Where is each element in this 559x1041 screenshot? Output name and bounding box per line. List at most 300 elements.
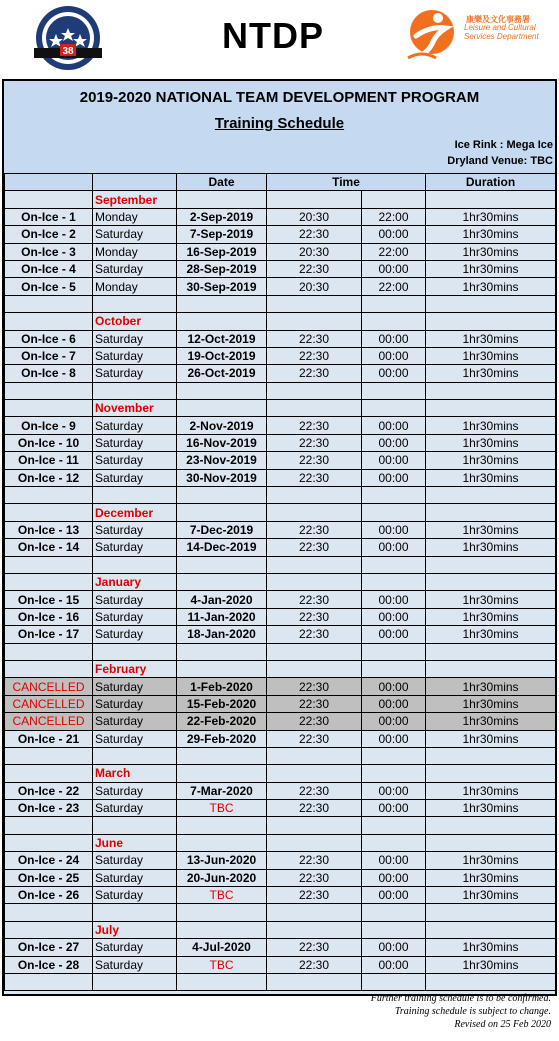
empty-cell: [177, 573, 267, 590]
session-date: 18-Jan-2020: [177, 626, 267, 643]
month-row: [5, 400, 556, 417]
empty-cell: [267, 904, 362, 921]
empty-cell: [177, 504, 267, 521]
session-row: [5, 956, 556, 973]
session-name: On-Ice - 13: [5, 521, 93, 538]
session-name: On-Ice - 22: [5, 782, 93, 799]
start-time: 22:30: [267, 417, 362, 434]
footnote-3: Revised on 25 Feb 2020: [454, 1019, 551, 1030]
page-title: NTDP: [222, 15, 324, 56]
month-row: [5, 573, 556, 590]
session-row: [5, 869, 556, 886]
blank-row: [5, 747, 556, 764]
session-duration: 1hr30mins: [426, 539, 556, 556]
session-duration: 1hr30mins: [426, 469, 556, 486]
empty-cell: [267, 400, 362, 417]
end-time: 00:00: [362, 887, 426, 904]
session-duration: 1hr30mins: [426, 695, 556, 712]
empty-cell: [267, 817, 362, 834]
session-duration: 1hr30mins: [426, 330, 556, 347]
empty-cell: [426, 504, 556, 521]
empty-cell: [177, 973, 267, 990]
month-row: [5, 313, 556, 330]
session-duration: 1hr30mins: [426, 226, 556, 243]
end-time: 00:00: [362, 330, 426, 347]
empty-cell: [177, 747, 267, 764]
end-time: 00:00: [362, 260, 426, 277]
empty-cell: [267, 765, 362, 782]
empty-cell: [5, 556, 93, 573]
session-row: [5, 730, 556, 747]
empty-cell: [267, 556, 362, 573]
lcsd-english-name: [464, 23, 539, 41]
cancelled-session-row: [5, 678, 556, 695]
empty-cell: [362, 834, 426, 851]
session-name: On-Ice - 8: [5, 365, 93, 382]
lcsd-emblem-icon: [402, 6, 462, 68]
start-time: 22:30: [267, 887, 362, 904]
empty-cell: [426, 400, 556, 417]
month-spacer: [5, 400, 93, 417]
session-day: Saturday: [93, 608, 177, 625]
session-day: Saturday: [93, 330, 177, 347]
session-date: TBC: [177, 800, 267, 817]
session-name: On-Ice - 15: [5, 591, 93, 608]
start-time: 22:30: [267, 347, 362, 364]
month-row: [5, 191, 556, 208]
empty-cell: [362, 400, 426, 417]
empty-cell: [426, 817, 556, 834]
session-date: 30-Nov-2019: [177, 469, 267, 486]
empty-cell: [177, 556, 267, 573]
cancelled-session-row: [5, 695, 556, 712]
session-duration: 1hr30mins: [426, 365, 556, 382]
session-day: Saturday: [93, 260, 177, 277]
footnote-2: Training schedule is subject to change.: [394, 1006, 551, 1017]
month-label: March: [93, 765, 177, 782]
lcsd-line-1: Leisure and Cultural: [464, 23, 536, 32]
start-time: 22:30: [267, 452, 362, 469]
session-name: On-Ice - 26: [5, 887, 93, 904]
session-day: Saturday: [93, 800, 177, 817]
session-row: [5, 365, 556, 382]
empty-cell: [362, 191, 426, 208]
session-duration: 1hr30mins: [426, 434, 556, 451]
empty-cell: [177, 400, 267, 417]
dryland-venue-label: Dryland Venue: TBC: [447, 155, 553, 167]
session-name: On-Ice - 16: [5, 608, 93, 625]
session-date: 1-Feb-2020: [177, 678, 267, 695]
empty-cell: [177, 921, 267, 938]
lcsd-chinese-name: 康樂及文化事務署: [466, 15, 530, 24]
empty-cell: [362, 295, 426, 312]
session-day: Saturday: [93, 469, 177, 486]
empty-cell: [426, 973, 556, 990]
end-time: 00:00: [362, 521, 426, 538]
month-spacer: [5, 660, 93, 677]
session-date: 11-Jan-2020: [177, 608, 267, 625]
empty-cell: [5, 643, 93, 660]
session-name: On-Ice - 28: [5, 956, 93, 973]
header-duration: Duration: [426, 174, 556, 191]
session-duration: 1hr30mins: [426, 626, 556, 643]
month-row: [5, 504, 556, 521]
end-time: 00:00: [362, 800, 426, 817]
empty-cell: [5, 904, 93, 921]
end-time: 00:00: [362, 713, 426, 730]
empty-cell: [93, 904, 177, 921]
start-time: 22:30: [267, 713, 362, 730]
empty-cell: [362, 660, 426, 677]
month-row: [5, 834, 556, 851]
start-time: 22:30: [267, 521, 362, 538]
session-duration: 1hr30mins: [426, 869, 556, 886]
end-time: 00:00: [362, 226, 426, 243]
empty-cell: [426, 487, 556, 504]
empty-cell: [93, 817, 177, 834]
start-time: 22:30: [267, 608, 362, 625]
start-time: 22:30: [267, 469, 362, 486]
session-duration: 1hr30mins: [426, 939, 556, 956]
session-day: Saturday: [93, 869, 177, 886]
session-date: 7-Sep-2019: [177, 226, 267, 243]
empty-cell: [362, 817, 426, 834]
end-time: 00:00: [362, 956, 426, 973]
empty-cell: [5, 747, 93, 764]
start-time: 22:30: [267, 939, 362, 956]
session-name: On-Ice - 6: [5, 330, 93, 347]
session-day: Saturday: [93, 956, 177, 973]
empty-cell: [426, 834, 556, 851]
month-row: [5, 765, 556, 782]
empty-cell: [426, 556, 556, 573]
empty-cell: [267, 573, 362, 590]
empty-cell: [362, 382, 426, 399]
session-date: 16-Nov-2019: [177, 434, 267, 451]
session-day: Saturday: [93, 695, 177, 712]
start-time: 22:30: [267, 782, 362, 799]
session-day: Saturday: [93, 434, 177, 451]
end-time: 00:00: [362, 539, 426, 556]
session-row: [5, 800, 556, 817]
end-time: 00:00: [362, 417, 426, 434]
month-label: July: [93, 921, 177, 938]
session-name: On-Ice - 3: [5, 243, 93, 260]
empty-cell: [362, 556, 426, 573]
session-duration: 1hr30mins: [426, 417, 556, 434]
end-time: 00:00: [362, 608, 426, 625]
end-time: 00:00: [362, 730, 426, 747]
session-name: On-Ice - 10: [5, 434, 93, 451]
session-date: 2-Nov-2019: [177, 417, 267, 434]
empty-cell: [362, 921, 426, 938]
schedule-banner: [4, 81, 555, 174]
session-date: TBC: [177, 887, 267, 904]
session-date: 20-Jun-2020: [177, 869, 267, 886]
session-name: On-Ice - 11: [5, 452, 93, 469]
session-duration: 1hr30mins: [426, 591, 556, 608]
session-row: [5, 347, 556, 364]
empty-cell: [93, 382, 177, 399]
session-row: [5, 208, 556, 225]
blank-row: [5, 973, 556, 990]
session-row: [5, 434, 556, 451]
month-label: June: [93, 834, 177, 851]
session-date: 7-Mar-2020: [177, 782, 267, 799]
page-header: [0, 0, 559, 78]
empty-cell: [177, 313, 267, 330]
blank-row: [5, 556, 556, 573]
session-duration: 1hr30mins: [426, 800, 556, 817]
empty-cell: [5, 295, 93, 312]
session-day: Saturday: [93, 678, 177, 695]
session-row: [5, 626, 556, 643]
session-name: On-Ice - 23: [5, 800, 93, 817]
program-title: 2019-2020 NATIONAL TEAM DEVELOPMENT PROGRAM: [79, 89, 480, 106]
empty-cell: [267, 921, 362, 938]
session-name: On-Ice - 27: [5, 939, 93, 956]
end-time: 22:00: [362, 243, 426, 260]
session-row: [5, 852, 556, 869]
empty-cell: [177, 834, 267, 851]
empty-cell: [93, 747, 177, 764]
session-day: Monday: [93, 208, 177, 225]
session-row: [5, 260, 556, 277]
start-time: 22:30: [267, 626, 362, 643]
end-time: 00:00: [362, 469, 426, 486]
session-name: CANCELLED: [5, 678, 93, 695]
empty-cell: [362, 487, 426, 504]
session-name: On-Ice - 9: [5, 417, 93, 434]
session-day: Monday: [93, 278, 177, 295]
empty-cell: [267, 382, 362, 399]
month-label: January: [93, 573, 177, 590]
empty-cell: [362, 973, 426, 990]
session-row: [5, 452, 556, 469]
empty-cell: [426, 313, 556, 330]
session-date: 23-Nov-2019: [177, 452, 267, 469]
empty-cell: [267, 295, 362, 312]
end-time: 00:00: [362, 365, 426, 382]
session-duration: 1hr30mins: [426, 452, 556, 469]
header-session: [5, 174, 93, 191]
session-duration: 1hr30mins: [426, 347, 556, 364]
start-time: 22:30: [267, 800, 362, 817]
empty-cell: [93, 295, 177, 312]
start-time: 22:30: [267, 260, 362, 277]
end-time: 00:00: [362, 591, 426, 608]
schedule-table: [4, 173, 556, 991]
month-spacer: [5, 765, 93, 782]
start-time: 20:30: [267, 278, 362, 295]
empty-cell: [426, 747, 556, 764]
blank-row: [5, 382, 556, 399]
empty-cell: [362, 504, 426, 521]
empty-cell: [177, 817, 267, 834]
session-day: Saturday: [93, 521, 177, 538]
session-row: [5, 887, 556, 904]
empty-cell: [267, 834, 362, 851]
empty-cell: [177, 660, 267, 677]
ice-rink-label: Ice Rink : Mega Ice: [454, 139, 553, 151]
session-name: On-Ice - 5: [5, 278, 93, 295]
session-duration: 1hr30mins: [426, 730, 556, 747]
session-day: Saturday: [93, 591, 177, 608]
session-date: 28-Sep-2019: [177, 260, 267, 277]
empty-cell: [267, 973, 362, 990]
empty-cell: [426, 643, 556, 660]
start-time: 20:30: [267, 243, 362, 260]
empty-cell: [267, 487, 362, 504]
empty-cell: [93, 487, 177, 504]
session-row: [5, 278, 556, 295]
empty-cell: [267, 313, 362, 330]
session-row: [5, 591, 556, 608]
empty-cell: [426, 921, 556, 938]
empty-cell: [426, 295, 556, 312]
empty-cell: [267, 660, 362, 677]
empty-cell: [426, 191, 556, 208]
session-date: 22-Feb-2020: [177, 713, 267, 730]
session-duration: 1hr30mins: [426, 521, 556, 538]
session-date: 13-Jun-2020: [177, 852, 267, 869]
footnote-1: Further training schedule is to be confirmed.: [370, 993, 551, 1004]
session-date: 7-Dec-2019: [177, 521, 267, 538]
session-day: Saturday: [93, 782, 177, 799]
session-day: Saturday: [93, 452, 177, 469]
session-date: 26-Oct-2019: [177, 365, 267, 382]
session-day: Monday: [93, 243, 177, 260]
session-duration: 1hr30mins: [426, 956, 556, 973]
session-duration: 1hr30mins: [426, 243, 556, 260]
empty-cell: [93, 973, 177, 990]
session-date: 4-Jul-2020: [177, 939, 267, 956]
end-time: 00:00: [362, 939, 426, 956]
month-row: [5, 660, 556, 677]
month-spacer: [5, 191, 93, 208]
end-time: 00:00: [362, 434, 426, 451]
session-name: On-Ice - 21: [5, 730, 93, 747]
session-date: 29-Feb-2020: [177, 730, 267, 747]
session-row: [5, 417, 556, 434]
session-name: On-Ice - 25: [5, 869, 93, 886]
session-day: Saturday: [93, 939, 177, 956]
start-time: 22:30: [267, 591, 362, 608]
start-time: 22:30: [267, 956, 362, 973]
empty-cell: [177, 295, 267, 312]
blank-row: [5, 817, 556, 834]
blank-row: [5, 904, 556, 921]
session-date: 19-Oct-2019: [177, 347, 267, 364]
session-day: Saturday: [93, 226, 177, 243]
session-row: [5, 469, 556, 486]
session-day: Saturday: [93, 713, 177, 730]
schedule-panel: [2, 79, 557, 996]
session-date: 16-Sep-2019: [177, 243, 267, 260]
end-time: 00:00: [362, 452, 426, 469]
session-date: 15-Feb-2020: [177, 695, 267, 712]
empty-cell: [5, 973, 93, 990]
session-day: Saturday: [93, 887, 177, 904]
session-name: On-Ice - 24: [5, 852, 93, 869]
session-date: 4-Jan-2020: [177, 591, 267, 608]
end-time: 22:00: [362, 208, 426, 225]
session-date: 30-Sep-2019: [177, 278, 267, 295]
lcsd-line-2: Services Department: [464, 32, 539, 41]
month-spacer: [5, 313, 93, 330]
month-row: [5, 921, 556, 938]
session-row: [5, 521, 556, 538]
header-date: Date: [177, 174, 267, 191]
start-time: 22:30: [267, 539, 362, 556]
end-time: 00:00: [362, 852, 426, 869]
end-time: 00:00: [362, 678, 426, 695]
month-label: September: [93, 191, 177, 208]
start-time: 22:30: [267, 226, 362, 243]
end-time: 00:00: [362, 782, 426, 799]
session-name: On-Ice - 4: [5, 260, 93, 277]
empty-cell: [177, 382, 267, 399]
end-time: 00:00: [362, 347, 426, 364]
empty-cell: [93, 643, 177, 660]
month-spacer: [5, 504, 93, 521]
end-time: 22:00: [362, 278, 426, 295]
empty-cell: [5, 382, 93, 399]
session-duration: 1hr30mins: [426, 260, 556, 277]
empty-cell: [267, 643, 362, 660]
start-time: 22:30: [267, 365, 362, 382]
empty-cell: [177, 487, 267, 504]
month-label: November: [93, 400, 177, 417]
start-time: 22:30: [267, 852, 362, 869]
session-row: [5, 243, 556, 260]
blank-row: [5, 643, 556, 660]
session-duration: 1hr30mins: [426, 887, 556, 904]
team-logo: [30, 4, 106, 72]
session-name: On-Ice - 1: [5, 208, 93, 225]
start-time: 22:30: [267, 695, 362, 712]
month-label: October: [93, 313, 177, 330]
end-time: 00:00: [362, 626, 426, 643]
cancelled-session-row: [5, 713, 556, 730]
table-header-row: [5, 174, 556, 191]
session-name: On-Ice - 17: [5, 626, 93, 643]
session-row: [5, 782, 556, 799]
header-day: [93, 174, 177, 191]
session-duration: 1hr30mins: [426, 278, 556, 295]
empty-cell: [426, 660, 556, 677]
end-time: 00:00: [362, 869, 426, 886]
session-date: 14-Dec-2019: [177, 539, 267, 556]
header-time: Time: [267, 174, 426, 191]
month-label: February: [93, 660, 177, 677]
month-spacer: [5, 921, 93, 938]
empty-cell: [177, 191, 267, 208]
empty-cell: [362, 765, 426, 782]
start-time: 22:30: [267, 869, 362, 886]
month-label: December: [93, 504, 177, 521]
start-time: 22:30: [267, 678, 362, 695]
empty-cell: [426, 382, 556, 399]
month-spacer: [5, 573, 93, 590]
session-duration: 1hr30mins: [426, 782, 556, 799]
end-time: 00:00: [362, 695, 426, 712]
logo-number: 38: [62, 46, 74, 57]
session-name: CANCELLED: [5, 695, 93, 712]
session-row: [5, 939, 556, 956]
session-duration: 1hr30mins: [426, 852, 556, 869]
blank-row: [5, 295, 556, 312]
